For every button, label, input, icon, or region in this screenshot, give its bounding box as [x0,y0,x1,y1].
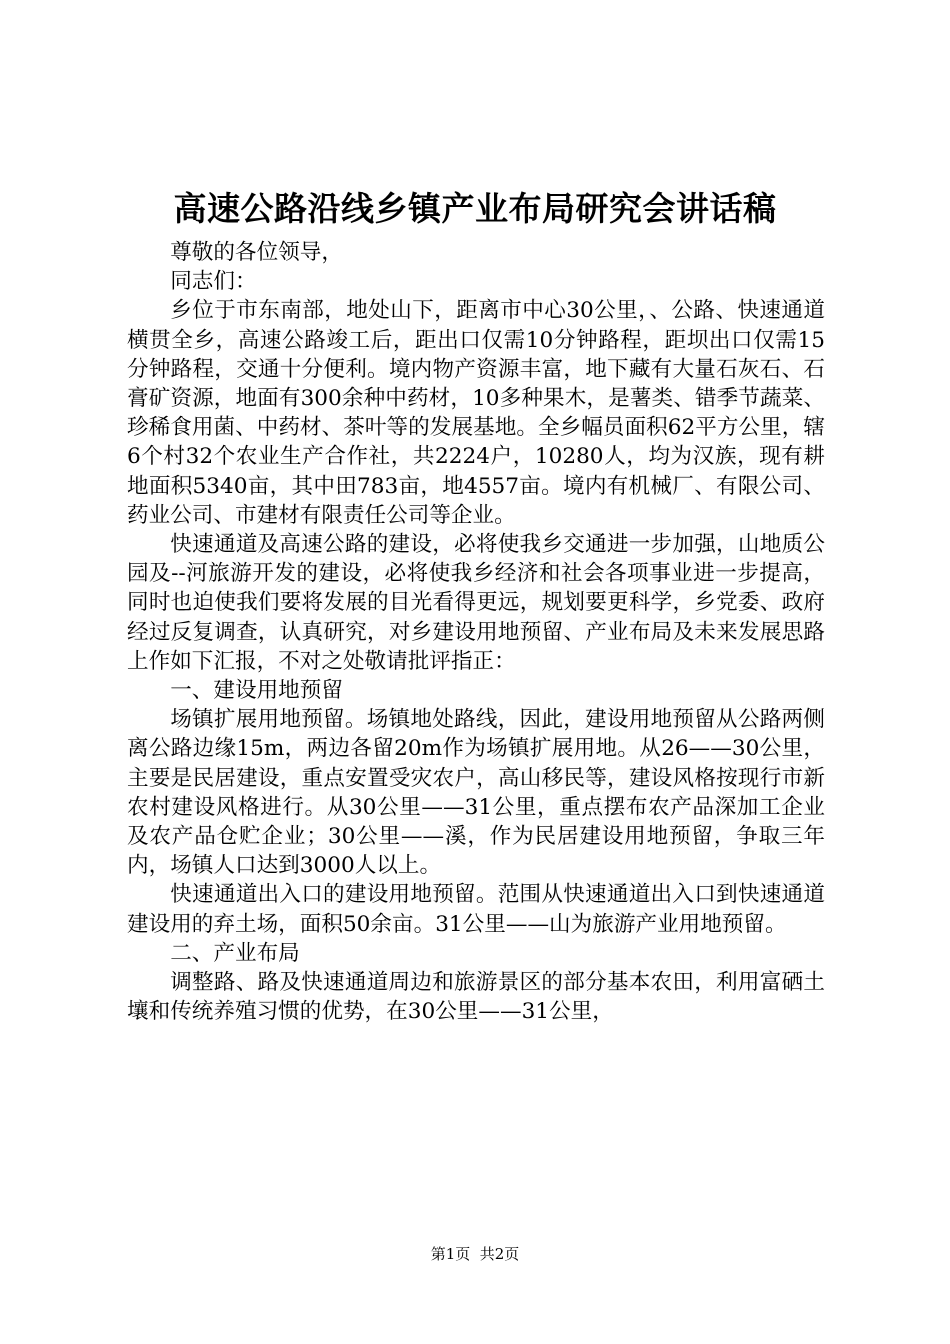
paragraph-overview: 乡位于市东南部，地处山下，距离市中心30公里，、公路、快速通道横贯全乡，高速公路竣工后，距出口仅需10分钟路程，距坝出口仅需15分钟路程，交通十分便利。境内物产资源丰富，地下藏有大量石灰石、石膏矿资源，地面有300余种中药材，10多种果木，是薯类、错季节蔬菜、珍稀食用菌、中药材、茶叶等的发展基地。全乡幅员面积62平方公里，辖6个村32个农业生产合作社，共2224户，10280人，均为汉族，现有耕地面积5340亩，其中田783亩，地4557亩。境内有机械厂、有限公司、药业公司、市建材有限责任公司等企业。 [127,298,825,528]
page-number-footer: 第1页 共2页 [430,1245,520,1263]
paragraph-industry-adjustment: 调整路、路及快速通道周边和旅游景区的部分基本农田，利用富硒土壤和传统养殖习惯的优势，在30公里——31公里， [127,970,825,1025]
salutation-leaders: 尊敬的各位领导， [170,240,343,265]
document-body [127,238,825,1026]
paragraph-highway-construction: 快速通道及高速公路的建设，必将使我乡交通进一步加强，山地质公园及--河旅游开发的建设，必将使我乡经济和社会各项事业进一步提高，同时也迫使我们要将发展的目光看得更远，规划要更科学，乡党委、政府经过反复调查，认真研究，对乡建设用地预留、产业布局及未来发展思路上作如下汇报，不对之处敬请批评指正： [127,532,825,674]
document-title: 高速公路沿线乡镇产业布局研究会讲话稿 [173,189,777,228]
paragraph-town-expansion: 场镇扩展用地预留。场镇地处路线，因此，建设用地预留从公路两侧离公路边缘15m，两边各留20m作为场镇扩展用地。从26——30公里，主要是民居建设，重点安置受灾农户，高山移民等，建设风格按现行市新农村建设风格进行。从30公里——31公里，重点摆布农产品深加工企业及农产品仓贮企业；30公里——溪，作为民居建设用地预留，争取三年内，场镇人口达到3000人以上。 [127,707,825,879]
salutation-comrades: 同志们： [170,269,257,295]
paragraph-expressway-entrance: 快速通道出入口的建设用地预留。范围从快速通道出入口到快速通道建设用的弃土场，面积50余亩。31公里——山为旅游产业用地预留。 [127,882,825,937]
section-heading-industry-layout: 二、产业布局 [170,940,300,966]
section-heading-land-reservation: 一、建设用地预留 [170,678,343,704]
